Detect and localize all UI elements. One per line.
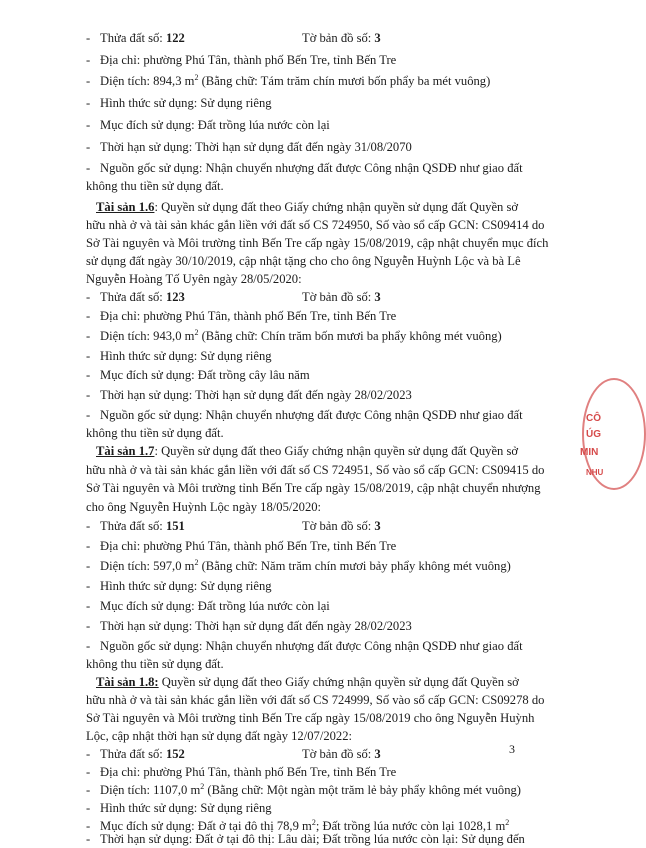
area-line: - Diện tích: 1107,0 $m^2$ (Bằng chữ: Một ngàn một trăm lẻ bảy phẩy không mét vuông): [86, 781, 521, 797]
asset-paragraph: hữu nhà ở và tài sản khác gắn liền với đất số CS 724950, Số vào sổ cấp GCN: CS09414 do: [86, 218, 545, 232]
red-stamp: [578, 372, 604, 492]
asset-paragraph: Sở Tài nguyên và Môi trường tỉnh Bến Tre cấp ngày 15/08/2019, cập nhật chuyển nhượng: [86, 481, 541, 495]
address-line: - Địa chỉ: phường Phú Tân, thành phố Bến Tre, tỉnh Bến Tre: [86, 765, 397, 779]
asset-paragraph: sử dụng đất ngày 30/10/2019, cập nhật tặng cho cho ông Nguyễn Huỳnh Lộc và bà Lê: [86, 254, 521, 268]
address-line: - Địa chỉ: phường Phú Tân, thành phố Bến Tre, tỉnh Bến Tre: [86, 539, 397, 553]
parcel-line: - Thửa đất số: 152 Tờ bản đồ số: 3: [86, 747, 381, 761]
stamp-text: ÚG: [586, 429, 601, 440]
area-line: - Diện tích: 943,0 $m^2$ (Bằng chữ: Chín trăm bốn mươi ba phẩy không mét vuông): [86, 327, 502, 343]
area-line: - Diện tích: 894,3 $m^2$ (Bằng chữ: Tám trăm chín mươi bốn phẩy ba mét vuông): [86, 72, 491, 88]
usage-form-line: - Hình thức sử dụng: Sử dụng riêng: [86, 579, 272, 593]
usage-term-line: - Thời hạn sử dụng: Thời hạn sử dụng đất đến ngày 28/02/2023: [86, 619, 412, 633]
usage-form-line: - Hình thức sử dụng: Sử dụng riêng: [86, 349, 272, 363]
page-number: 3: [509, 742, 515, 756]
usage-term-line: - Thời hạn sử dụng: Thời hạn sử dụng đất đến ngày 28/02/2023: [86, 388, 412, 402]
usage-form-line: - Hình thức sử dụng: Sử dụng riêng: [86, 96, 272, 110]
usage-term-line: - Thời hạn sử dụng: Thời hạn sử dụng đất đến ngày 31/08/2070: [86, 140, 412, 154]
usage-form-line: - Hình thức sử dụng: Sử dụng riêng: [86, 801, 272, 815]
origin-line-cont: không thu tiền sử dụng đất.: [86, 179, 224, 193]
usage-purpose-line: - Mục đích sử dụng: Đất trồng lúa nước còn lại: [86, 599, 330, 613]
stamp-text: CÔ: [586, 413, 601, 424]
address-line: - Địa chỉ: phường Phú Tân, thành phố Bến Tre, tỉnh Bến Tre: [86, 53, 397, 67]
origin-line-cont: không thu tiền sử dụng đất.: [86, 426, 224, 440]
asset-paragraph: cho ông Nguyễn Huỳnh Lộc ngày 18/05/2020:: [86, 500, 322, 514]
asset-heading: Tài sản 1.7: Quyền sử dụng đất theo Giấy chứng nhận quyền sử dụng đất Quyền sở: [96, 444, 519, 458]
origin-line: - Nguồn gốc sử dụng: Nhận chuyển nhượng đất được Công nhận QSDĐ như giao đất: [86, 639, 523, 653]
asset-paragraph: Nguyễn Hoàng Tố Uyên ngày 28/05/2020:: [86, 272, 302, 286]
stamp-text: NHU: [586, 468, 604, 477]
usage-purpose-line: - Mục đích sử dụng: Đất trồng lúa nước còn lại: [86, 118, 330, 132]
stamp-text: MIN: [580, 447, 599, 458]
asset-paragraph: Sở Tài nguyên và Môi trường tỉnh Bến Tre cấp ngày 15/08/2019, cập nhật chuyển mục đích: [86, 236, 549, 250]
address-line: - Địa chỉ: phường Phú Tân, thành phố Bến Tre, tỉnh Bến Tre: [86, 309, 397, 323]
usage-term-line: - Thời hạn sử dụng: Đất ở tại đô thị: Lâu dài; Đất trồng lúa nước còn lại: Sử dụng đến: [86, 832, 525, 846]
parcel-line: - Thửa đất số: 122 Tờ bản đồ số: 3: [86, 31, 381, 45]
asset-heading: Tài sản 1.8: Quyền sử dụng đất theo Giấy chứng nhận quyền sử dụng đất Quyền sở: [96, 675, 519, 689]
parcel-line: - Thửa đất số: 151 Tờ bản đồ số: 3: [86, 519, 381, 533]
area-line: - Diện tích: 597,0 $m^2$ (Bằng chữ: Năm trăm chín mươi bảy phẩy không mét vuông): [86, 557, 511, 573]
usage-purpose-line: - Mục đích sử dụng: Đất ở tại đô thị 78,9 $m^2$; Đất trồng lúa nước còn lại 1028,1 $m^2$: [86, 817, 510, 833]
parcel-line: - Thửa đất số: 123 Tờ bản đồ số: 3: [86, 290, 381, 304]
usage-purpose-line: - Mục đích sử dụng: Đất trồng cây lâu năm: [86, 368, 310, 382]
asset-paragraph: hữu nhà ở và tài sản khác gắn liền với đất số CS 724951, Số vào sổ cấp GCN: CS09415 do: [86, 463, 545, 477]
origin-line-cont: không thu tiền sử dụng đất.: [86, 657, 224, 671]
asset-paragraph: Sở Tài nguyên và Môi trường tỉnh Bến Tre cấp ngày 15/08/2019 cho ông Nguyễn Huỳnh: [86, 711, 535, 725]
asset-heading: Tài sản 1.6: Quyền sử dụng đất theo Giấy chứng nhận quyền sử dụng đất Quyền sở: [96, 200, 519, 214]
asset-paragraph: hữu nhà ở và tài sản khác gắn liền với đất số CS 724999, Số vào sổ cấp GCN: CS09278 do: [86, 693, 545, 707]
asset-paragraph: Lộc, cập nhật thời hạn sử dụng đất ngày 12/07/2022:: [86, 729, 353, 743]
origin-line: - Nguồn gốc sử dụng: Nhận chuyển nhượng đất được Công nhận QSDĐ như giao đất: [86, 161, 523, 175]
origin-line: - Nguồn gốc sử dụng: Nhận chuyển nhượng đất được Công nhận QSDĐ như giao đất: [86, 408, 523, 422]
